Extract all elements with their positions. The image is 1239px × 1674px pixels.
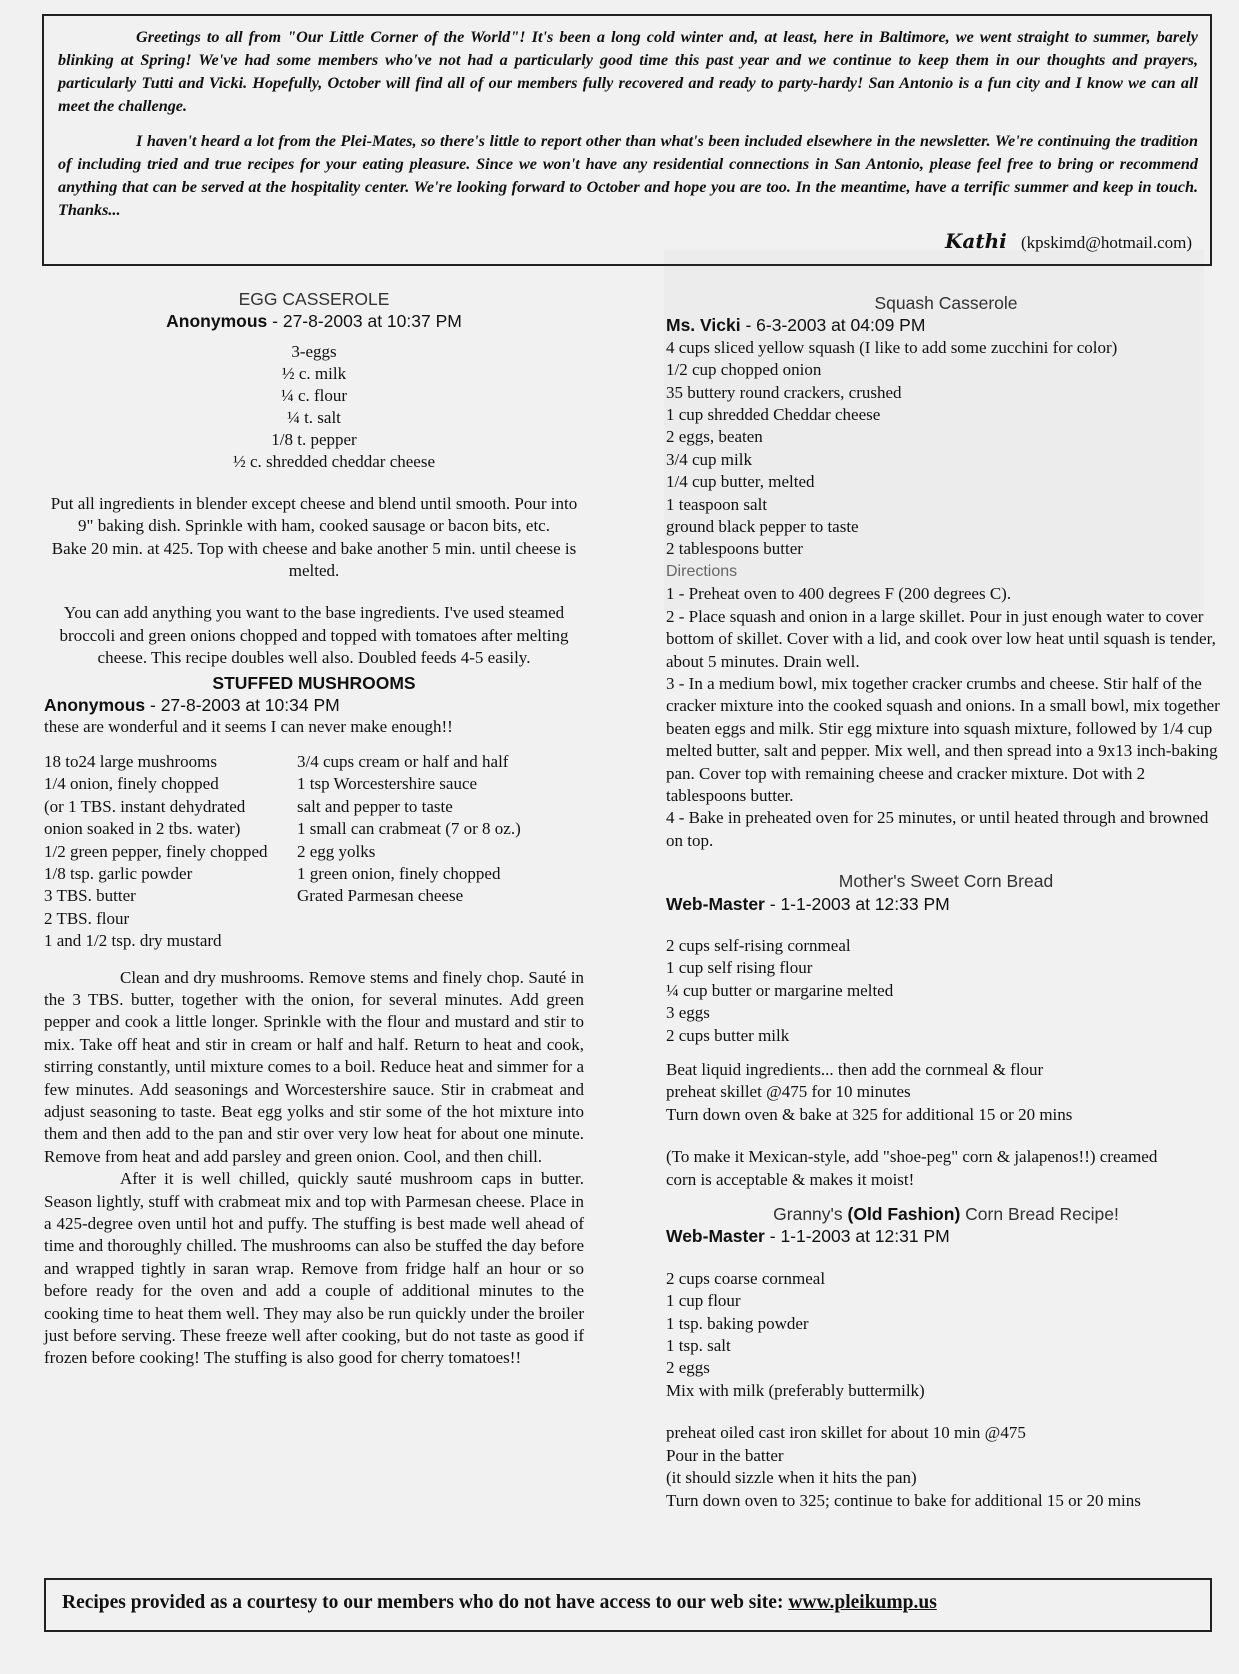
squash-step: 1 - Preheat oven to 400 degrees F (200 degrees C).: [666, 584, 1012, 604]
old-fashion-author: Web-Master: [666, 1226, 765, 1247]
title-part-b: (Old Fashion): [847, 1204, 961, 1225]
egg-casserole-byline: [44, 310, 584, 332]
ingredients-left: [44, 751, 297, 953]
sweet-corn-bread-steps: [666, 1059, 1226, 1126]
ingredient: 3 eggs: [666, 1003, 710, 1023]
left-column: [44, 288, 584, 1370]
ingredient: 1/4 onion, finely chopped: [44, 774, 219, 794]
sweet-corn-bread-date: - 1-1-2003 at 12:33 PM: [769, 893, 950, 914]
step: Turn down oven & bake at 325 for additional 15 or 20 mins: [666, 1104, 1073, 1124]
ingredient: 1/2 green pepper, finely chopped: [44, 841, 268, 861]
ingredient: 1 cup flour: [666, 1291, 741, 1311]
ingredient: 1 green onion, finely chopped: [297, 863, 501, 883]
ingredient: salt and pepper to taste: [297, 796, 453, 816]
ingredient: (or 1 TBS. instant dehydrated: [44, 796, 246, 816]
squash-step: 4 - Bake in preheated oven for 25 minutes, or until heated through and browned on top.: [666, 808, 1209, 850]
greeting-paragraph-2: I haven't heard a lot from the Plei-Mates, so there's little to report other than what's been included elsewhere in the newsletter. We're continuing the tradition of including tried and true recipes for your eating pleasure. Since we won't have any residential connections in San Antonio, please feel free to bring or recommend anything that can be served at the hospitality center. We're looking forward to October and hope you are too. In the meantime, have a terrific summer and keep in touch. Thanks...: [58, 132, 1198, 219]
ingredient: 1 cup shredded Cheddar cheese: [666, 405, 881, 425]
egg-casserole-note: You can add anything you want to the base ingredients. I've used steamed broccoli and green onions chopped and topped with tomatoes after melting cheese. This recipe doubles well also. Doubled feeds 4-5 easily.: [59, 603, 569, 668]
squash-casserole-ingredients: [666, 337, 1226, 561]
ingredient: 2 eggs, beaten: [666, 427, 763, 447]
step: Pour in the batter: [666, 1445, 784, 1465]
footer-text: Recipes provided as a courtesy to our members who do not have access to our web site:: [62, 1592, 784, 1613]
ingredient: 1 and 1/2 tsp. dry mustard: [44, 931, 222, 951]
ingredient: 2 cups butter milk: [666, 1025, 790, 1045]
sweet-corn-bread-title: Mother's Sweet Corn Bread: [838, 871, 1054, 892]
ingredient: 2 cups self-rising cornmeal: [666, 935, 851, 955]
squash-directions-label: Directions: [666, 562, 738, 580]
step: Turn down oven to 325; continue to bake for additional 15 or 20 mins: [666, 1490, 1141, 1510]
egg-casserole-ingredients: [44, 341, 584, 473]
ingredient: 3/4 cups cream or half and half: [297, 751, 509, 771]
ingredient: 1/2 cup chopped onion: [666, 360, 822, 380]
stuffed-mushrooms-title: STUFFED MUSHROOMS: [212, 672, 416, 693]
egg-casserole-date: - 27-8-2003 at 10:37 PM: [272, 311, 462, 332]
footer-website-link[interactable]: www.pleikump.us: [788, 1592, 937, 1613]
title-part-a: Granny's: [773, 1204, 843, 1225]
ingredient: 35 buttery round crackers, crushed: [666, 382, 902, 402]
ingredient: 1 tsp Worcestershire sauce: [297, 774, 478, 794]
ingredient: 1 cup self rising flour: [666, 958, 813, 978]
ingredient: 1 tsp. salt: [666, 1336, 731, 1356]
sweet-corn-bread-byline: [666, 893, 1226, 915]
stuffed-mushrooms-date: - 27-8-2003 at 10:34 PM: [150, 695, 340, 716]
ingredient: ¼ c. flour: [280, 385, 348, 405]
stuffed-mushrooms-byline: [44, 694, 584, 716]
step: preheat skillet @475 for 10 minutes: [666, 1082, 911, 1102]
signature-email: (kpskimd@hotmail.com): [1021, 233, 1192, 252]
ingredient: 3 TBS. butter: [44, 886, 136, 906]
ingredient: Grated Parmesan cheese: [297, 886, 464, 906]
title-part-c: Corn Bread Recipe!: [965, 1204, 1119, 1225]
step: Beat liquid ingredients... then add the cornmeal & flour: [666, 1060, 1044, 1079]
footer-box: [44, 1578, 1212, 1632]
stuffed-mushrooms-directions-2: After it is well chilled, quickly sauté mushroom caps in butter. Season lightly, stuff with crabmeat mix and top with Parmesan cheese. Place in a 425-degree oven until hot and puffy. The stuffing is best made well ahead of time and thoroughly chilled. The mushrooms can also be stuffed the day before and wrapped tightly in saran wrap. Remove from fridge half an hour or so before ready for the oven and add a couple of additional minutes to the cooking time to heat them well. They may also be run quickly under the broiler just before serving. These freeze well after cooking, but do not taste as good if frozen before cooking! The stuffing is also good for cherry tomatoes!!: [44, 1169, 584, 1368]
ingredient: 2 egg yolks: [297, 841, 376, 861]
egg-casserole-author: Anonymous: [166, 311, 268, 332]
right-column: [666, 292, 1226, 1512]
egg-casserole-title: EGG CASSEROLE: [238, 289, 390, 309]
old-fashion-date: - 1-1-2003 at 12:31 PM: [769, 1226, 950, 1247]
ingredient: ¼ cup butter or margarine melted: [666, 980, 894, 1000]
egg-casserole-step-2: Bake 20 min. at 425. Top with cheese and bake another 5 min. until cheese is melted.: [51, 538, 577, 581]
ingredient: 1 tsp. baking powder: [666, 1313, 809, 1333]
ingredient: onion soaked in 2 tbs. water): [44, 819, 241, 839]
old-fashion-corn-bread-byline: [666, 1225, 1226, 1247]
ingredient: 2 eggs: [666, 1358, 710, 1378]
sweet-corn-bread-author: Web-Master: [666, 893, 765, 914]
ingredient: 4 cups sliced yellow squash (I like to add some zucchini for color): [666, 337, 1118, 357]
greeting-paragraph-1: Greetings to all from "Our Little Corner of the World"! It's been a long cold winter and, at least, here in Baltimore, we went straight to summer, barely blinking at Spring! We've had some members who've not had a particularly good time this past year and we continue to keep them in our thoughts and prayers, particularly Tutti and Vicki. Hopefully, October will find all of our members fully recovered and ready to party-hardy! San Antonio is a fun city and I know we can all meet the challenge.: [58, 28, 1198, 115]
ingredient: 1 small can crabmeat (7 or 8 oz.): [297, 819, 521, 839]
ingredient: ¼ t. salt: [287, 407, 341, 427]
squash-step: 3 - In a medium bowl, mix together cracker crumbs and cheese. Stir half of the cracker mixture into the cooked squash and onions. In a small bowl, mix together beaten eggs and milk. Stir egg mixture into squash mixture, followed by 1/4 cup melted butter, salt and pepper. Mix well, and then spread into a 9x13 inch-baking pan. Cover top with remaining cheese and cracker mixture. Dot with 2 tablespoons butter.: [666, 673, 1220, 805]
ingredient: Mix with milk (preferably buttermilk): [666, 1380, 925, 1400]
step: preheat oiled cast iron skillet for about 10 min @475: [666, 1423, 1026, 1443]
old-fashion-corn-bread-title: [666, 1203, 1226, 1225]
ingredient: 18 to24 large mushrooms: [44, 751, 217, 771]
ingredient: 1/8 tsp. garlic powder: [44, 863, 193, 883]
ingredient: 1/4 cup butter, melted: [666, 472, 815, 492]
ingredient: 2 cups coarse cornmeal: [666, 1268, 826, 1288]
stuffed-mushrooms-directions-1: Clean and dry mushrooms. Remove stems and finely chop. Sauté in the 3 TBS. butter, together with the onion, for several minutes. Add green pepper and cook a little longer. Sprinkle with the flour and mustard and stir to mix. Take off heat and stir in cream or half and half. Return to heat and cook, stirring constantly, until mixture comes to a boil. Reduce heat and simmer for a few minutes. Add seasonings and Worcestershire sauce. Stir in crabmeat and adjust seasoning to taste. Beat egg yolks and stir some of the hot mixture into them and then add to the pan and stir over very low heat for about one minute. Remove from heat and add parsley and green onion. Cool, and then chill.: [44, 967, 584, 1166]
stuffed-mushrooms-author: Anonymous: [44, 695, 146, 716]
squash-casserole-author: Ms. Vicki: [666, 315, 741, 336]
ingredient: 1 teaspoon salt: [666, 494, 768, 514]
ingredient: 1/8 t. pepper: [271, 429, 357, 449]
ingredients-right: [297, 751, 584, 953]
greeting-box: [42, 14, 1212, 266]
squash-casserole-byline: [666, 314, 1226, 336]
signature: [945, 230, 1192, 254]
old-fashion-steps: [666, 1422, 1226, 1512]
stuffed-mushrooms-intro: these are wonderful and it seems I can never make enough!!: [44, 717, 453, 737]
old-fashion-ingredients: [666, 1268, 1226, 1402]
squash-casserole-date: - 6-3-2003 at 04:09 PM: [745, 315, 926, 336]
ingredient: 3/4 cup milk: [666, 449, 752, 469]
sweet-corn-bread-ingredients: [666, 935, 1226, 1047]
egg-casserole-step-1: Put all ingredients in blender except cheese and blend until smooth. Pour into 9" baking dish. Sprinkle with ham, cooked sausage or bacon bits, etc.: [50, 493, 578, 536]
squash-step: 2 - Place squash and onion in a large skillet. Pour in just enough water to cover bottom of skillet. Cover with a lid, and cook over low heat until squash is tender, about 5 minutes. Drain well.: [666, 606, 1216, 671]
ingredient: 2 TBS. flour: [44, 908, 130, 928]
sweet-corn-bread-note: (To make it Mexican-style, add "shoe-peg" corn & jalapenos!!) creamed corn is acceptable & makes it moist!: [666, 1147, 1158, 1189]
ingredient: 2 tablespoons butter: [666, 539, 803, 559]
ingredient: ½ c. shredded cheddar cheese: [232, 451, 435, 471]
ingredient: 3-eggs: [291, 341, 337, 361]
step: (it should sizzle when it hits the pan): [666, 1468, 917, 1488]
ingredient: ground black pepper to taste: [666, 517, 859, 537]
ingredient: ½ c. milk: [281, 363, 347, 383]
squash-casserole-title: Squash Casserole: [874, 293, 1018, 313]
stuffed-mushrooms-ingredients: [44, 751, 584, 953]
signature-name: Kathi: [945, 229, 1007, 253]
